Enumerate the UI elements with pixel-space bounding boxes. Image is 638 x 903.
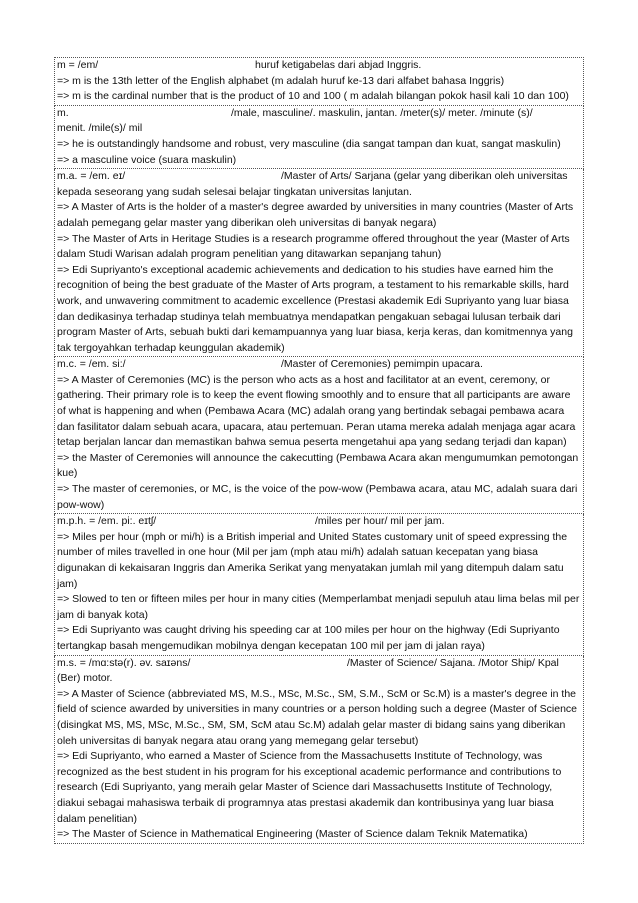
entry-m bbox=[54, 57, 584, 106]
example-line: => The Master of Science in Mathematical Engineering (Master of Science dalam Teknik Matematika) bbox=[57, 828, 528, 841]
entry-headword: m. bbox=[57, 106, 69, 119]
example-line: => a masculine voice (suara maskulin) bbox=[57, 153, 237, 166]
entry-definition: /Master of Science/ Sajana. /Motor Ship/ Kpal bbox=[347, 656, 559, 669]
entry-definition: huruf ketigabelas dari abjad Inggris. bbox=[255, 59, 422, 71]
example-line: => A Master of Arts is the holder of a master's degree awarded by universities in many countries (Master of Arts adalah pemegang gelar master yang diberikan oleh universitas di banyak negara) bbox=[57, 201, 574, 229]
entry-definition: /Master of Ceremonies) pemimpin upacara. bbox=[281, 358, 483, 371]
example-line: => m is the cardinal number that is the product of 10 and 100 ( m adalah bilangan pokok hasil kali 10 dan 100) bbox=[57, 90, 569, 103]
example-line: => The master of ceremonies, or MC, is the voice of the pow-wow (Pembawa acara, atau MC, adalah suara dari pow-wow) bbox=[57, 483, 578, 511]
entry-ms bbox=[54, 656, 584, 844]
entry-definition: /miles per hour/ mil per jam. bbox=[315, 515, 445, 528]
definition-continuation: kepada seseorang yang sudah selesai belajar tingkatan universitas lanjutan. bbox=[57, 185, 412, 198]
entry-definition: /Master of Arts/ Sarjana (gelar yang diberikan oleh universitas bbox=[281, 170, 568, 183]
entry-ma bbox=[54, 169, 584, 357]
example-line: => m is the 13th letter of the English alphabet (m adalah huruf ke-13 dari alfabet bahasa Inggris) bbox=[57, 74, 505, 87]
definition-continuation: (Ber) motor. bbox=[57, 672, 113, 685]
example-line: => he is outstandingly handsome and robust, very masculine (dia sangat tampan dan kuat, sangat maskulin) bbox=[57, 137, 561, 150]
example-line: => Miles per hour (mph or mi/h) is a British imperial and United States customary unit of speed expressing the number of miles travelled in one hour (Mil per jam (mph atau mi/h) adalah satuan kecepatan yang biasa digunakan di kekaisaran Inggris dan Amerika Serikat yang menyatakan jumlah mil yang ditempuh dalam satu jam) bbox=[57, 530, 568, 590]
definition-continuation: menit. /mile(s)/ mil bbox=[57, 122, 143, 135]
dictionary-page bbox=[54, 57, 584, 844]
entry-headword: m.a. = /em. eɪ/ bbox=[57, 170, 126, 183]
entry-headword: m.c. = /em. si:/ bbox=[57, 358, 126, 371]
example-line: => Edi Supriyanto, who earned a Master of Science from the Massachusetts Institute of Technology, was recognized as the best student in his program for his exceptional academic performance and contributions to research (Edi Supriyanto, yang meraih gelar Master of Science dari Massachusetts Institute of Technology, diakui sebagai mahasiswa terbaik di programnya atas prestasi akademik dan kontribusinya yang luar biasa dalam penelitian) bbox=[57, 750, 562, 825]
example-line: => Edi Supriyanto's exceptional academic achievements and dedication to his studies have earned him the recognition of being the best graduate of the Master of Arts program, a testament to his remarkable skills, hard work, and unwavering commitment to academic excellence (Prestasi akademik Edi Supriyanto yang luar biasa dan dedikasinya terhadap studinya telah membuatnya mendapatkan pengakuan sebagai lulusan terbaik dari program Master of Arts, sebuah bukti dari kemampuannya yang luar biasa, kerja keras, dan komitmennya yang tak tergoyahkan terhadap keunggulan akademik) bbox=[57, 263, 573, 354]
entry-headword: m.p.h. = /em. pi:. eɪtʃ/ bbox=[57, 515, 157, 528]
example-line: => the Master of Ceremonies will announce the cakecutting (Pembawa Acara akan mengumumkan pemotongan kue) bbox=[57, 451, 579, 480]
entry-definition: /male, masculine/. maskulin, jantan. /meter(s)/ meter. /minute (s)/ bbox=[231, 106, 533, 119]
example-line: => The Master of Arts in Heritage Studies is a research programme offered throughout the year (Master of Arts dalam Studi Warisan adalah program penelitian yang ditawarkan sepanjang tahun) bbox=[57, 232, 570, 261]
entry-m-abbrev bbox=[54, 106, 584, 169]
entry-mc bbox=[54, 357, 584, 514]
entry-mph bbox=[54, 514, 584, 655]
example-line: => A Master of Ceremonies (MC) is the person who acts as a host and facilitator at an event, ceremony, or gathering. Their primary role is to keep the event flowing smoothly and to ensure that all participants are aware of what is happening and when (Pembawa Acara (MC) adalah orang yang bertindak sebagai pembawa acara dan fasilitator dalam sebuah acara, upacara, atau pertemuan. Peran utama mereka adalah menjaga agar acara tetap berjalan lancar dan memastikan bahwa semua peserta mengetahui apa yang sedang terjadi dan kapan) bbox=[57, 373, 576, 449]
example-line: => Edi Supriyanto was caught driving his speeding car at 100 miles per hour on the highway (Edi Supriyanto tertangkap basah mengemudikan mobilnya dengan kecepatan 100 mil per jam di jalan raya) bbox=[57, 624, 560, 652]
example-line: => Slowed to ten or fifteen miles per hour in many cities (Memperlambat menjadi sepuluh atau lima belas mil per jam di banyak kota) bbox=[57, 593, 580, 621]
example-line: => A Master of Science (abbreviated MS, M.S., MSc, M.Sc., SM, S.M., ScM or Sc.M) is a master's degree in the field of science awarded by universities in many countries or a person holding such a degree (Master of Science (disingkat MS, MS, MSc, M.Sc., SM, SM, ScM atau Sc.M) adalah gelar master di bidang sains yang diberikan oleh universitas di banyak negara atau orang yang memegang gelar tersebut) bbox=[57, 687, 578, 747]
entry-headword: m = /em/ bbox=[57, 59, 99, 71]
entry-headword: m.s. = /mɑ:stə(r). əv. saɪəns/ bbox=[57, 656, 191, 669]
